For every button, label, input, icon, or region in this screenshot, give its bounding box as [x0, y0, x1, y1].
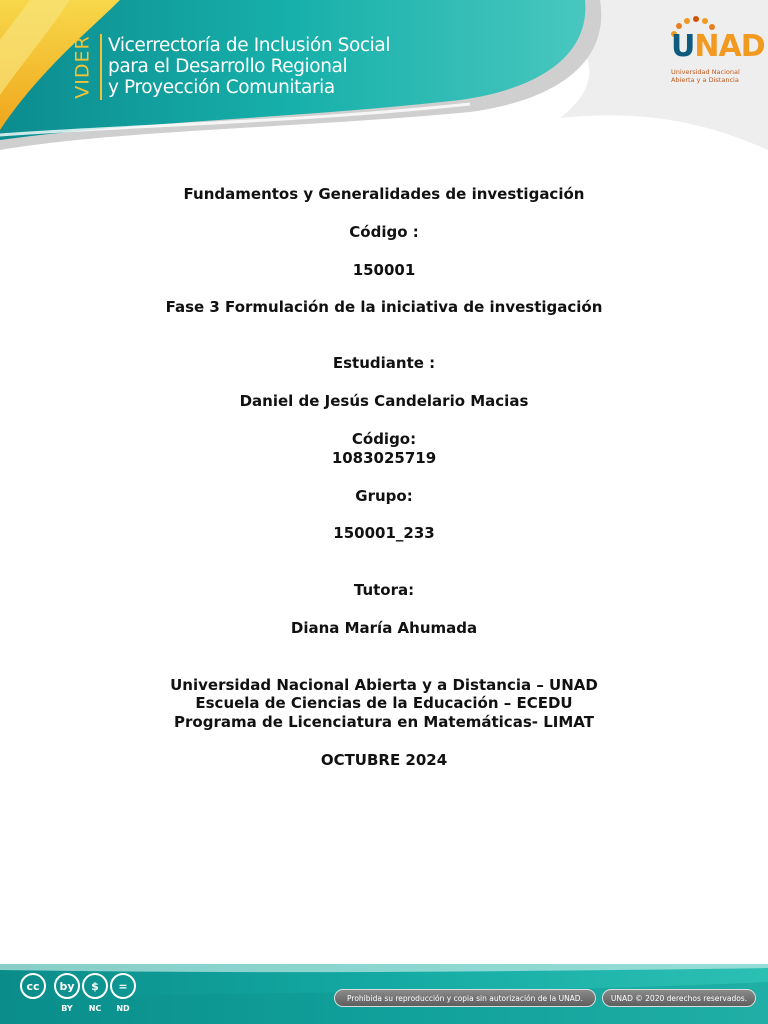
logo-wordmark [671, 30, 765, 64]
cc-label-by: BY [61, 1004, 73, 1013]
course-code-value: 150001 [352, 261, 416, 279]
student-code-label: Código: [351, 430, 417, 448]
tutor-label: Tutora: [353, 581, 415, 599]
institution-line: Escuela de Ciencias de la Educación – ECEDU [195, 694, 573, 712]
banner-title-line: para el Desarrollo Regional [108, 56, 348, 77]
cc-icon-glyph: cc [26, 979, 40, 993]
cc-icon-glyph: = [118, 979, 128, 993]
group-label: Grupo: [355, 487, 413, 505]
banner-title-line: Vicerrectoría de Inclusión Social [108, 35, 391, 56]
vider-vertical-label [66, 28, 100, 106]
vider-divider [100, 34, 102, 100]
student-code-value: 1083025719 [331, 449, 437, 467]
copyright-notice: UNAD © 2020 derechos reservados. [602, 989, 756, 1007]
footer-banner [0, 960, 768, 1024]
institution-line: Universidad Nacional Abierta y a Distancia – UNAD [170, 676, 598, 694]
cc-label-nc: NC [88, 1004, 102, 1013]
cc-nd-icon [110, 973, 136, 999]
cc-icon-glyph: $ [91, 979, 99, 993]
institution-line: Programa de Licenciatura en Matemáticas- LIMAT [174, 713, 594, 731]
course-code-label: Código : [349, 223, 419, 241]
logo-subtitle [671, 68, 740, 84]
logo-subtitle-line: Universidad Nacional [671, 68, 740, 76]
cc-by-icon [54, 973, 80, 999]
cc-nc-icon [82, 973, 108, 999]
header-banner [0, 0, 768, 170]
group-value: 150001_233 [333, 524, 435, 542]
tutor-name: Diana María Ahumada [290, 619, 478, 637]
reproduction-notice: Prohibida su reproducción y copia sin autorización de la UNAD. [334, 989, 596, 1007]
logo-letters-nad: NAD [694, 29, 765, 64]
document-date: OCTUBRE 2024 [320, 751, 448, 769]
unad-logo [668, 16, 765, 86]
vider-text: VIDER [72, 35, 95, 99]
banner-title-line: y Proyección Comunitaria [108, 77, 335, 98]
phase-title: Fase 3 Formulación de la iniciativa de investigación [165, 298, 603, 316]
student-label: Estudiante : [332, 354, 436, 372]
cc-icon-glyph: by [59, 979, 75, 993]
banner-title [108, 35, 390, 98]
cc-license-icon [20, 973, 46, 999]
cc-label-nd: ND [116, 1004, 130, 1013]
course-name: Fundamentos y Generalidades de investigación [183, 185, 585, 203]
student-name: Daniel de Jesús Candelario Macias [239, 392, 529, 410]
logo-letter-u: U [671, 29, 695, 64]
logo-subtitle-line: Abierta y a Distancia [671, 76, 739, 84]
